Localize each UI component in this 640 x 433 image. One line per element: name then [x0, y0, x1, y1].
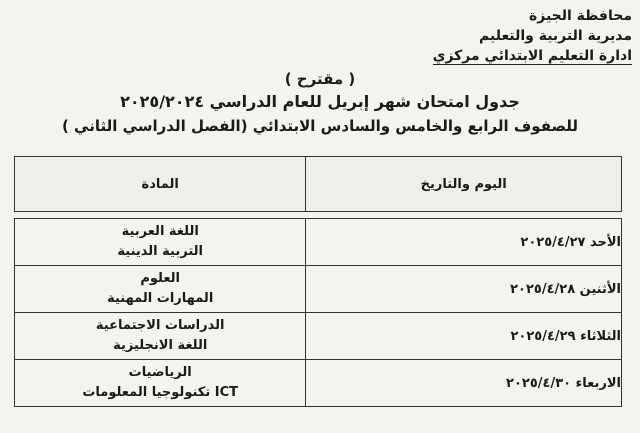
subject-name: التربية الدينية: [117, 244, 203, 259]
subject-name: ICT تكنولوجيا المعلومات: [82, 385, 238, 400]
proposal-label: ( مقترح ): [284, 70, 356, 88]
exam-schedule-table: [14, 156, 622, 407]
exam-date-cell: الأحد ٢٠٢٥/٤/٢٧: [306, 219, 622, 266]
subject-name: المهارات المهنية: [107, 291, 214, 306]
page-title: جدول امتحان شهر إبريل للعام الدراسي ٢٠٢٥/٢٠٢٤: [120, 92, 520, 111]
table-row: [15, 313, 622, 360]
subject-column-header: المادة: [15, 157, 306, 212]
subject-name: اللغة العربية: [121, 224, 199, 239]
document-titles: [0, 68, 640, 138]
exam-subject-cell: [15, 219, 306, 266]
exam-date-cell: الثلاثاء ٢٠٢٥/٤/٢٩: [306, 313, 622, 360]
table-row: [15, 266, 622, 313]
table-row: [15, 219, 622, 266]
governorate-label: محافظة الجيزة: [528, 8, 632, 24]
page-subtitle: للصفوف الرابع والخامس والسادس الابتدائي (الفصل الدراسي الثاني ): [61, 117, 579, 135]
subject-name: اللغة الانجليزية: [113, 338, 208, 353]
table-row: [15, 360, 622, 407]
exam-date-cell: الأثنين ٢٠٢٥/٤/٢٨: [306, 266, 622, 313]
administration-label: ادارة التعليم الابتدائي مركزي: [432, 48, 632, 64]
subject-name: الرياضيات: [128, 365, 192, 380]
exam-subject-cell: [15, 313, 306, 360]
exam-subject-cell: [15, 360, 306, 407]
table-header-row: [15, 157, 622, 212]
date-column-header: اليوم والتاريخ: [306, 157, 622, 212]
exam-subject-cell: [15, 266, 306, 313]
header-organization: [433, 6, 632, 66]
exam-date-cell: الاربعاء ٢٠٢٥/٤/٣٠: [306, 360, 622, 407]
subject-name: الدراسات الاجتماعية: [95, 318, 225, 333]
subject-name: العلوم: [140, 271, 181, 286]
directorate-label: مديرية التربية والتعليم: [479, 28, 632, 44]
